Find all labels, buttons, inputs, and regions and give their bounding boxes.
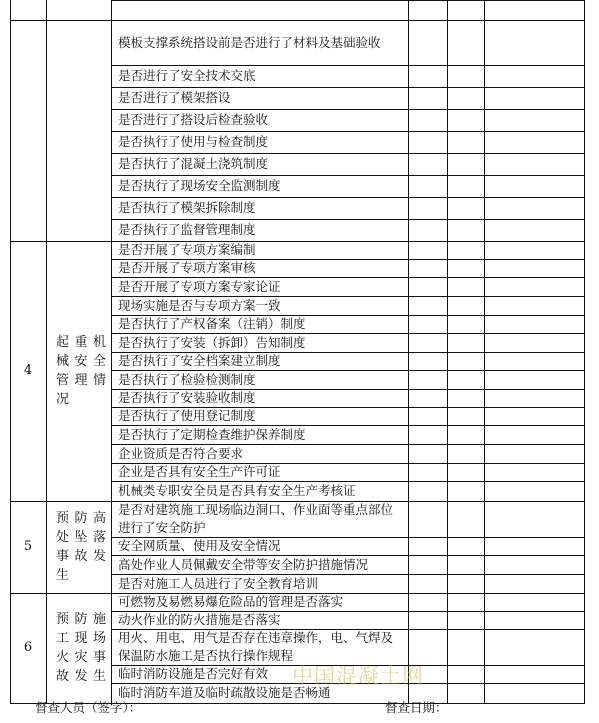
check-item-text: 企业资质是否符合要求 bbox=[118, 445, 244, 461]
column-rule bbox=[10, 0, 11, 704]
check-item-text: 是否执行了现场安全监测制度 bbox=[118, 178, 281, 193]
check-item-text: 是否执行了监督管理制度 bbox=[118, 222, 256, 237]
row-rule bbox=[111, 0, 584, 1]
check-item bbox=[113, 463, 408, 481]
section-category bbox=[47, 20, 111, 241]
section-category-text: 起重机械安全管理情况 bbox=[56, 335, 106, 407]
check-item-text: 临时消防车道及临时疏散设施是否畅通 bbox=[118, 685, 331, 700]
check-item bbox=[113, 370, 408, 389]
check-item bbox=[113, 425, 408, 444]
column-rule bbox=[584, 0, 585, 704]
check-item bbox=[113, 65, 408, 87]
check-item bbox=[113, 153, 408, 175]
inspector-signature-label: 督查人员（签字）： bbox=[35, 700, 142, 715]
check-item bbox=[113, 501, 408, 537]
check-item-text: 用火、用电、用气是否存在违章操作，电、气焊及保温防水施工是否执行操作规程 bbox=[118, 630, 394, 663]
check-item-text: 是否对建筑施工现场临边洞口、作业面等重点部位进行了安全防护 bbox=[118, 502, 394, 535]
check-item-text: 动火作业的防火措施是否落实 bbox=[118, 612, 281, 627]
check-item-text: 是否执行了安装（拆卸）告知制度 bbox=[118, 334, 306, 350]
check-item-text: 是否开展了专项方案编制 bbox=[118, 242, 256, 257]
signature-footer bbox=[0, 694, 599, 720]
check-item-text: 可燃物及易燃易爆危险品的管理是否落实 bbox=[118, 594, 344, 609]
check-item bbox=[113, 555, 408, 574]
check-item-text: 是否进行了安全技术交底 bbox=[118, 68, 256, 83]
check-item-text: 是否执行了检验检测制度 bbox=[118, 371, 256, 387]
check-item-text: 是否进行了模架搭设 bbox=[118, 90, 231, 105]
check-item-text: 模板支撑系统搭设前是否进行了材料及基础验收 bbox=[118, 34, 381, 50]
check-item-text: 临时消防设施是否完好有效 bbox=[118, 666, 269, 681]
check-item-text: 是否执行了混凝土浇筑制度 bbox=[118, 156, 269, 171]
check-item-text: 安全网质量、使用及安全情况 bbox=[118, 538, 281, 553]
check-item bbox=[113, 175, 408, 197]
section-category-text: 预防高处坠落事故发生 bbox=[56, 511, 106, 583]
section-number: 5 bbox=[23, 539, 33, 554]
check-item-text: 是否执行了模架拆除制度 bbox=[118, 200, 256, 215]
section-number bbox=[10, 20, 46, 241]
check-item bbox=[113, 481, 408, 501]
check-item bbox=[113, 109, 408, 131]
check-item bbox=[113, 87, 408, 109]
check-item bbox=[113, 315, 408, 333]
check-item bbox=[113, 296, 408, 315]
check-item bbox=[113, 407, 408, 425]
check-item-text: 是否开展了专项方案审核 bbox=[118, 260, 256, 275]
column-rule bbox=[408, 0, 409, 704]
check-item bbox=[113, 241, 408, 259]
check-item bbox=[113, 259, 408, 277]
column-rule bbox=[484, 0, 485, 704]
check-item bbox=[113, 574, 408, 593]
check-item bbox=[113, 593, 408, 611]
check-item bbox=[113, 352, 408, 370]
check-item-text: 企业是否具有安全生产许可证 bbox=[118, 464, 281, 479]
check-item-text: 是否开展了专项方案专家论证 bbox=[118, 278, 281, 294]
section-number: 4 bbox=[23, 363, 33, 378]
check-item-text: 机械类专职安全员是否具有安全生产考核证 bbox=[118, 483, 356, 498]
check-item-text: 是否执行了安全档案建立制度 bbox=[118, 353, 281, 368]
column-rule bbox=[111, 0, 112, 704]
check-item-text: 是否执行了定期检查维护保养制度 bbox=[118, 426, 306, 442]
check-item bbox=[113, 389, 408, 407]
check-item bbox=[113, 277, 408, 296]
check-item-text: 是否对施工人员进行了安全教育培训 bbox=[118, 575, 319, 591]
check-item-text: 是否执行了安装验收制度 bbox=[118, 390, 256, 405]
section-category bbox=[47, 241, 111, 501]
check-item bbox=[113, 444, 408, 463]
column-rule bbox=[46, 0, 47, 704]
check-item-text: 是否执行了使用与检查制度 bbox=[118, 134, 269, 149]
check-item bbox=[113, 537, 408, 555]
check-item-text: 是否进行了搭设后检查验收 bbox=[118, 112, 269, 127]
check-item bbox=[113, 131, 408, 153]
check-item bbox=[113, 333, 408, 352]
inspection-date-label: 督查日期： bbox=[385, 700, 448, 715]
section-number: 6 bbox=[23, 640, 33, 655]
check-item-text: 高处作业人员佩戴安全带等安全防护措施情况 bbox=[118, 556, 369, 572]
check-item bbox=[113, 611, 408, 629]
inspection-table bbox=[10, 0, 584, 700]
site-watermark: 中国混凝土网 bbox=[292, 664, 424, 688]
check-item bbox=[113, 197, 408, 219]
check-item bbox=[113, 219, 408, 241]
check-item-text: 现场实施是否与专项方案一致 bbox=[118, 297, 281, 313]
column-rule bbox=[447, 0, 448, 704]
check-item bbox=[113, 20, 408, 65]
check-item-text: 是否执行了产权备案（注销）制度 bbox=[118, 316, 306, 331]
section-category-text: 预防施工现场火灾事故发生 bbox=[56, 612, 106, 684]
section-category bbox=[47, 501, 111, 593]
check-item-text: 是否执行了使用登记制度 bbox=[118, 408, 256, 423]
section-category bbox=[47, 593, 111, 703]
